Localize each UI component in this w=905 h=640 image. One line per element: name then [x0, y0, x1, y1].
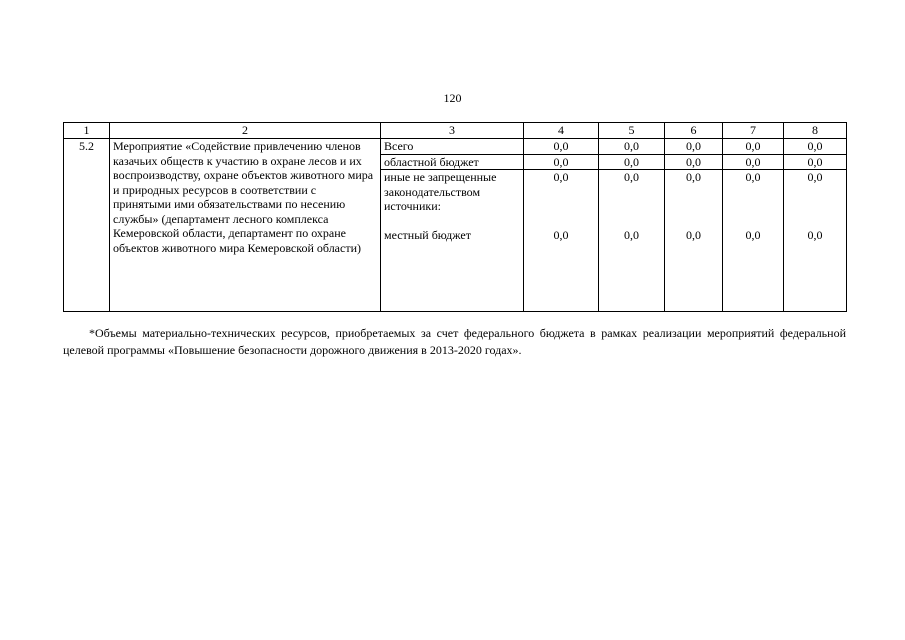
row-number: 5.2 — [64, 139, 110, 312]
source-cell-other — [381, 170, 524, 312]
value-cell — [665, 170, 723, 312]
value-cell: 0,0 — [723, 139, 784, 155]
value-cell — [784, 170, 847, 312]
value-cell: 0,0 — [665, 154, 723, 170]
header-col-8: 8 — [784, 123, 847, 139]
value-cell: 0,0 — [524, 139, 599, 155]
value-cell — [524, 170, 599, 312]
header-col-6: 6 — [665, 123, 723, 139]
value-local: 0,0 — [624, 227, 639, 242]
source-label-local: местный бюджет — [384, 227, 471, 242]
header-col-4: 4 — [524, 123, 599, 139]
value-cell — [599, 170, 665, 312]
funding-table — [63, 122, 847, 312]
header-col-1: 1 — [64, 123, 110, 139]
footnote: *Объемы материально-технических ресурсов, приобретаемых за счет федерального бюджета в рамках реализации мероприятий федеральной целевой программы «Повышение безопасности дорожного движения в 2013-2020 годах». — [63, 326, 846, 357]
value-other: 0,0 — [553, 170, 569, 184]
header-col-7: 7 — [723, 123, 784, 139]
header-col-2: 2 — [110, 123, 381, 139]
value-local: 0,0 — [745, 227, 761, 242]
source-label-other: иные не запрещенные законодательством источники: — [384, 170, 497, 213]
value-cell: 0,0 — [599, 154, 665, 170]
value-cell — [723, 170, 784, 312]
source-label-total: Всего — [381, 139, 524, 155]
value-other: 0,0 — [624, 170, 639, 184]
value-other: 0,0 — [745, 170, 761, 184]
value-cell: 0,0 — [723, 154, 784, 170]
value-cell: 0,0 — [665, 139, 723, 155]
value-other: 0,0 — [686, 170, 701, 184]
header-col-3: 3 — [381, 123, 524, 139]
source-label-regional: областной бюджет — [381, 154, 524, 170]
value-cell: 0,0 — [599, 139, 665, 155]
value-other: 0,0 — [807, 170, 823, 184]
value-local: 0,0 — [807, 227, 823, 242]
value-cell: 0,0 — [524, 154, 599, 170]
table-header-row — [64, 123, 847, 139]
table-row — [64, 139, 847, 155]
page-number: 120 — [443, 91, 462, 105]
value-cell: 0,0 — [784, 139, 847, 155]
value-local: 0,0 — [686, 227, 701, 242]
header-col-5: 5 — [599, 123, 665, 139]
activity-description: Мероприятие «Содействие привлечению членов казачьих обществ к участию в охране лесов и их воспроизводству, охране объектов животного мира и природных ресурсов в соответствии с принятыми ими обязательствами по несению службы» (департамент лесного комплекса Кемеровской области, департамент по охране объектов животного мира Кемеровской области) — [110, 139, 381, 312]
value-cell: 0,0 — [784, 154, 847, 170]
value-local: 0,0 — [553, 227, 569, 242]
